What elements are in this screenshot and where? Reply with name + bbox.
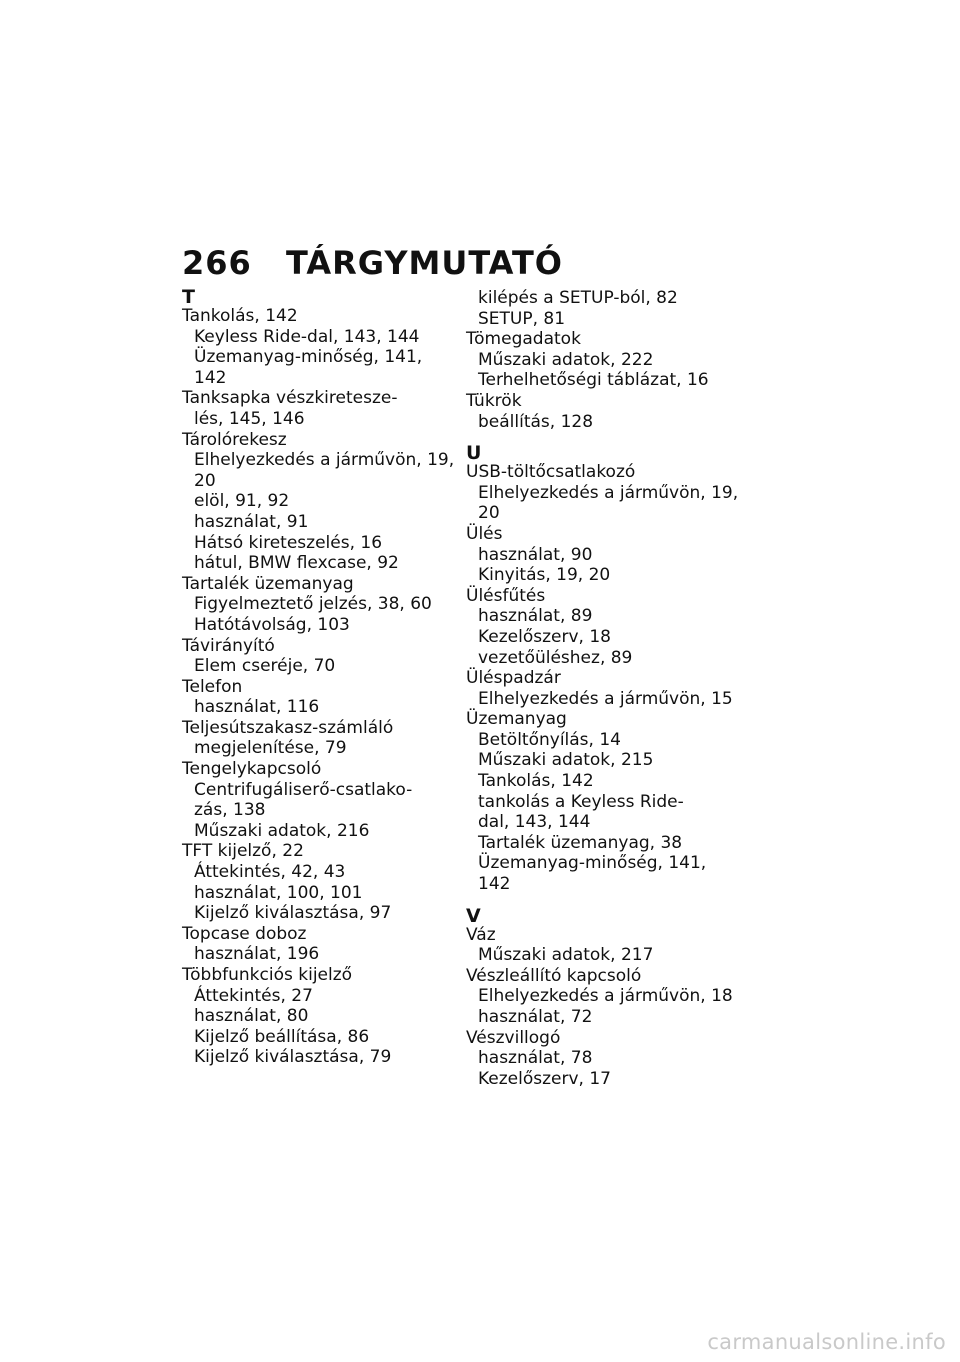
- index-letter-heading: V: [466, 904, 481, 927]
- index-subentry: használat, 78: [478, 1048, 593, 1069]
- index-subentry: Terhelhetőségi táblázat, 16: [478, 370, 709, 391]
- index-subentry: Elem cseréje, 70: [194, 656, 336, 677]
- index-entry: Távirányító: [182, 635, 275, 656]
- index-entry: Váz: [466, 924, 496, 945]
- index-subentry: Áttekintés, 27: [194, 985, 313, 1006]
- index-entry-continuation: dal, 143, 144: [478, 812, 591, 833]
- page-header: [182, 244, 563, 282]
- index-subentry: Hatótávolság, 103: [194, 614, 350, 635]
- index-letter-heading: U: [466, 442, 482, 465]
- index-column-right: [466, 288, 739, 1089]
- index-entry: Tanksapka vészkiretesze-: [182, 388, 398, 409]
- index-entry: Tartalék üzemanyag: [182, 573, 354, 594]
- index-entry: Ülésfűtés: [466, 585, 546, 606]
- index-entry-continuation: 142: [194, 367, 227, 388]
- index-subentry: hátul, BMW flexcase, 92: [194, 553, 399, 574]
- index-subentry: Kijelző kiválasztása, 79: [194, 1047, 392, 1068]
- index-entry: Tükrök: [466, 390, 522, 411]
- index-subentry: Betöltőnyílás, 14: [478, 729, 621, 750]
- index-entry-continuation: 142: [478, 874, 511, 895]
- index-subentry: Üzemanyag-minőség, 141,: [478, 853, 707, 874]
- index-subentry: használat, 80: [194, 1006, 309, 1027]
- index-subentry: Kezelőszerv, 18: [478, 626, 611, 647]
- index-entry-continuation: zás, 138: [194, 800, 266, 821]
- index-entry-continuation: 20: [478, 503, 500, 524]
- index-column-left: [182, 286, 455, 1068]
- index-subentry: Műszaki adatok, 215: [478, 750, 654, 771]
- index-subentry: SETUP, 81: [478, 308, 566, 329]
- index-subentry: Keyless Ride-dal, 143, 144: [194, 326, 420, 347]
- index-subentry: tankolás a Keyless Ride-: [478, 791, 684, 812]
- index-entry: Üléspadzár: [466, 668, 561, 689]
- index-subentry: használat, 91: [194, 511, 309, 532]
- index-subentry: használat, 90: [478, 544, 593, 565]
- index-subentry: Centrifugáliserő-csatlako-: [194, 779, 413, 800]
- index-subentry: Kinyitás, 19, 20: [478, 565, 611, 586]
- index-subentry: Tartalék üzemanyag, 38: [478, 832, 683, 853]
- index-subentry: Kijelző beállítása, 86: [194, 1026, 370, 1047]
- index-subentry: Figyelmeztető jelzés, 38, 60: [194, 594, 432, 615]
- index-subentry: Műszaki adatok, 222: [478, 349, 654, 370]
- index-entry-continuation: 20: [194, 470, 216, 491]
- index-subentry: kilépés a SETUP-ból, 82: [478, 288, 678, 308]
- page-title: TÁRGYMUTATÓ: [286, 244, 563, 282]
- index-entry: USB-töltőcsatlakozó: [466, 462, 636, 483]
- index-entry: TFT kijelző, 22: [182, 841, 304, 862]
- index-subentry: Elhelyezkedés a járművön, 18: [478, 986, 733, 1007]
- index-entry: Teljesútszakasz-számláló: [182, 717, 394, 738]
- index-subentry: használat, 89: [478, 606, 593, 627]
- index-subentry: Elhelyezkedés a járművön, 19,: [478, 482, 739, 503]
- index-subentry: használat, 196: [194, 944, 320, 965]
- index-subentry: Kijelző kiválasztása, 97: [194, 903, 392, 924]
- index-letter-heading: T: [182, 286, 195, 308]
- index-entry: Vészvillogó: [466, 1027, 561, 1048]
- index-entry: Telefon: [182, 676, 243, 697]
- index-entry-continuation: lés, 145, 146: [194, 408, 305, 429]
- index-entry: Ülés: [466, 523, 503, 544]
- index-entry: Vészleállító kapcsoló: [466, 965, 642, 986]
- index-subentry: Üzemanyag-minőség, 141,: [194, 347, 423, 368]
- index-entry: Tömegadatok: [466, 329, 581, 350]
- index-subentry: Műszaki adatok, 217: [478, 945, 654, 966]
- index-entry: Többfunkciós kijelző: [182, 965, 353, 985]
- index-subentry: használat, 72: [478, 1007, 593, 1027]
- index-subentry: vezetőüléshez, 89: [478, 647, 633, 668]
- index-subentry: Elhelyezkedés a járművön, 19,: [194, 450, 455, 471]
- index-entry: Topcase doboz: [182, 923, 307, 944]
- index-subentry: Tankolás, 142: [478, 771, 594, 792]
- index-subentry: használat, 116: [194, 697, 320, 718]
- index-subentry: Hátsó kireteszelés, 16: [194, 532, 383, 553]
- index-subentry: Műszaki adatok, 216: [194, 820, 370, 841]
- index-subentry: Elhelyezkedés a járművön, 15: [478, 688, 733, 709]
- watermark: carmanualsonline.info: [707, 1330, 946, 1354]
- index-subentry: Kezelőszerv, 17: [478, 1068, 611, 1089]
- index-subentry: megjelenítése, 79: [194, 738, 347, 759]
- page-number: 266: [182, 244, 252, 282]
- index-subentry: elöl, 91, 92: [194, 491, 290, 512]
- index-subentry: használat, 100, 101: [194, 882, 363, 903]
- index-entry: Tankolás, 142: [182, 306, 298, 326]
- index-subentry: beállítás, 128: [478, 411, 594, 432]
- index-entry: Üzemanyag: [466, 709, 567, 730]
- index-entry: Tárolórekesz: [182, 429, 287, 450]
- index-entry: Tengelykapcsoló: [182, 759, 322, 780]
- index-subentry: Áttekintés, 42, 43: [194, 862, 346, 883]
